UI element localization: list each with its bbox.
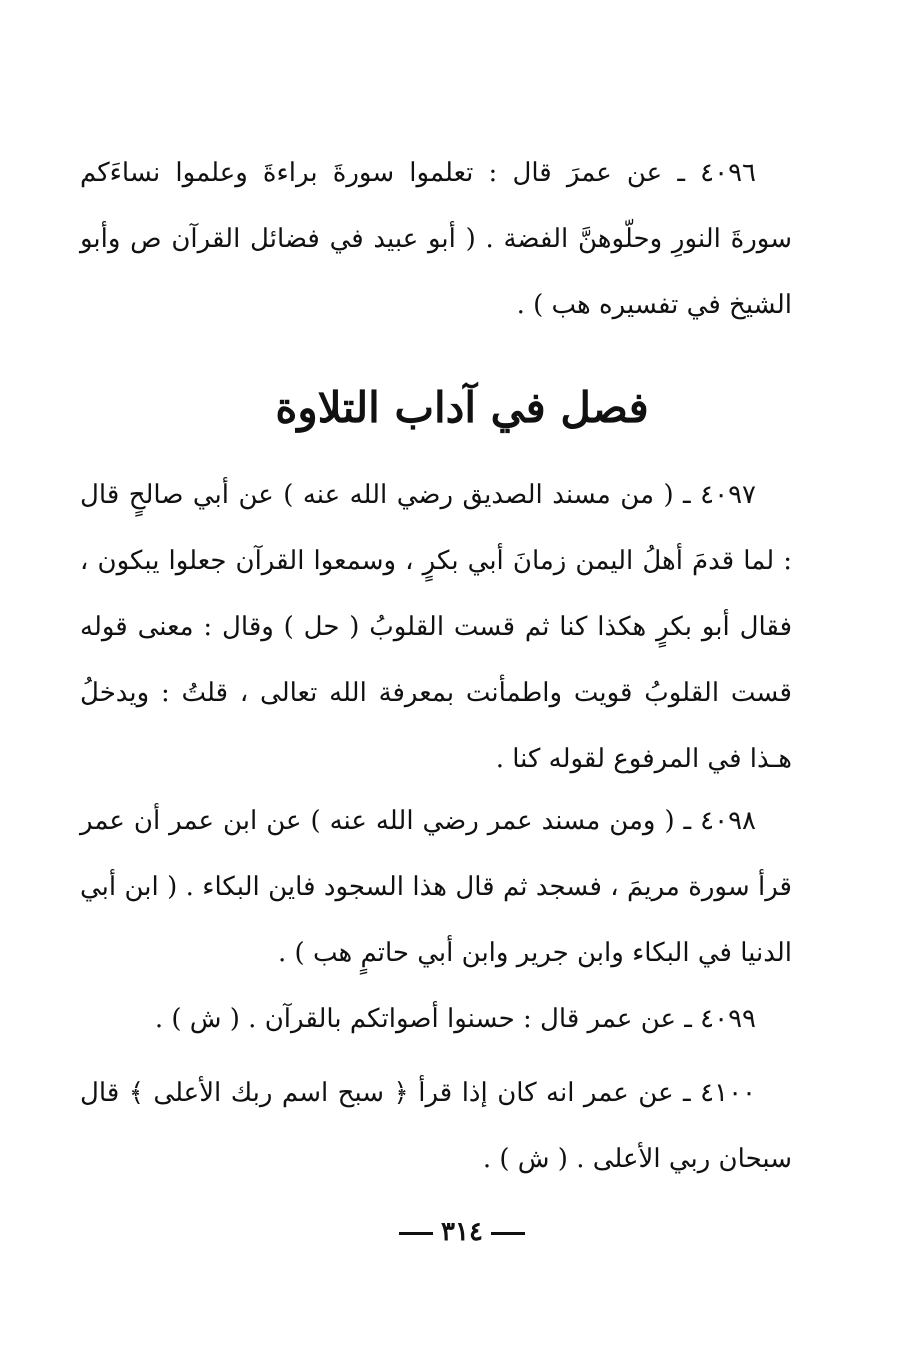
hadith-text-4099: ٤٠٩٩ ـ عن عمر قال : حسنوا أصواتكم بالقرآن . ( ش ) .	[154, 1004, 756, 1034]
hadith-text-4098: ٤٠٩٨ ـ ( ومن مسند عمر رضي الله عنه ) عن ابن عمر أن عمر قرأ سورة مريمَ ، فسجد ثم قال هذا السجود فاين البكاء . ( ابن أبي الدنيا في البكاء وابن جرير وابن أبي حاتمٍ هب ) .	[80, 806, 792, 968]
section-heading: فصل في آداب التلاوة	[275, 383, 649, 432]
hadith-entry-4097	[80, 462, 792, 792]
hadith-entry-4100	[80, 1060, 792, 1192]
hadith-text-4100: ٤١٠٠ ـ عن عمر انه كان إذا قرأ ﴿ سبح اسم ربك الأعلى ﴾ قال سبحان ربي الأعلى . ( ش ) .	[80, 1078, 792, 1174]
hadith-entry-4096	[80, 140, 792, 338]
left-dash	[399, 1232, 433, 1235]
hadith-entry-4099	[80, 986, 792, 1052]
page-number	[0, 1212, 924, 1252]
right-dash	[491, 1232, 525, 1235]
hadith-text-4096: ٤٠٩٦ ـ عن عمرَ قال : تعلموا سورةَ براءةَ وعلموا نساءَكم سورةَ النورِ وحلّوهنَّ الفضة . ( أبو عبيد في فضائل القرآن ص وأبو الشيخ في تفسيره هب ) .	[80, 158, 792, 320]
hadith-text-4097: ٤٠٩٧ ـ ( من مسند الصديق رضي الله عنه ) عن أبي صالحٍ قال : لما قدمَ أهلُ اليمن زمانَ أبي بكرٍ ، وسمعوا القرآن جعلوا يبكون ، فقال أبو بكرٍ هكذا كنا ثم قست القلوبُ ( حل ) وقال : معنى قوله قست القلوبُ قويت واطمأنت بمعرفة الله تعالى ، قلتُ : ويدخلُ هـذا في المرفوع لقوله كنا .	[80, 480, 792, 774]
page-number-value: ٣١٤	[441, 1217, 483, 1247]
hadith-entry-4098	[80, 788, 792, 986]
